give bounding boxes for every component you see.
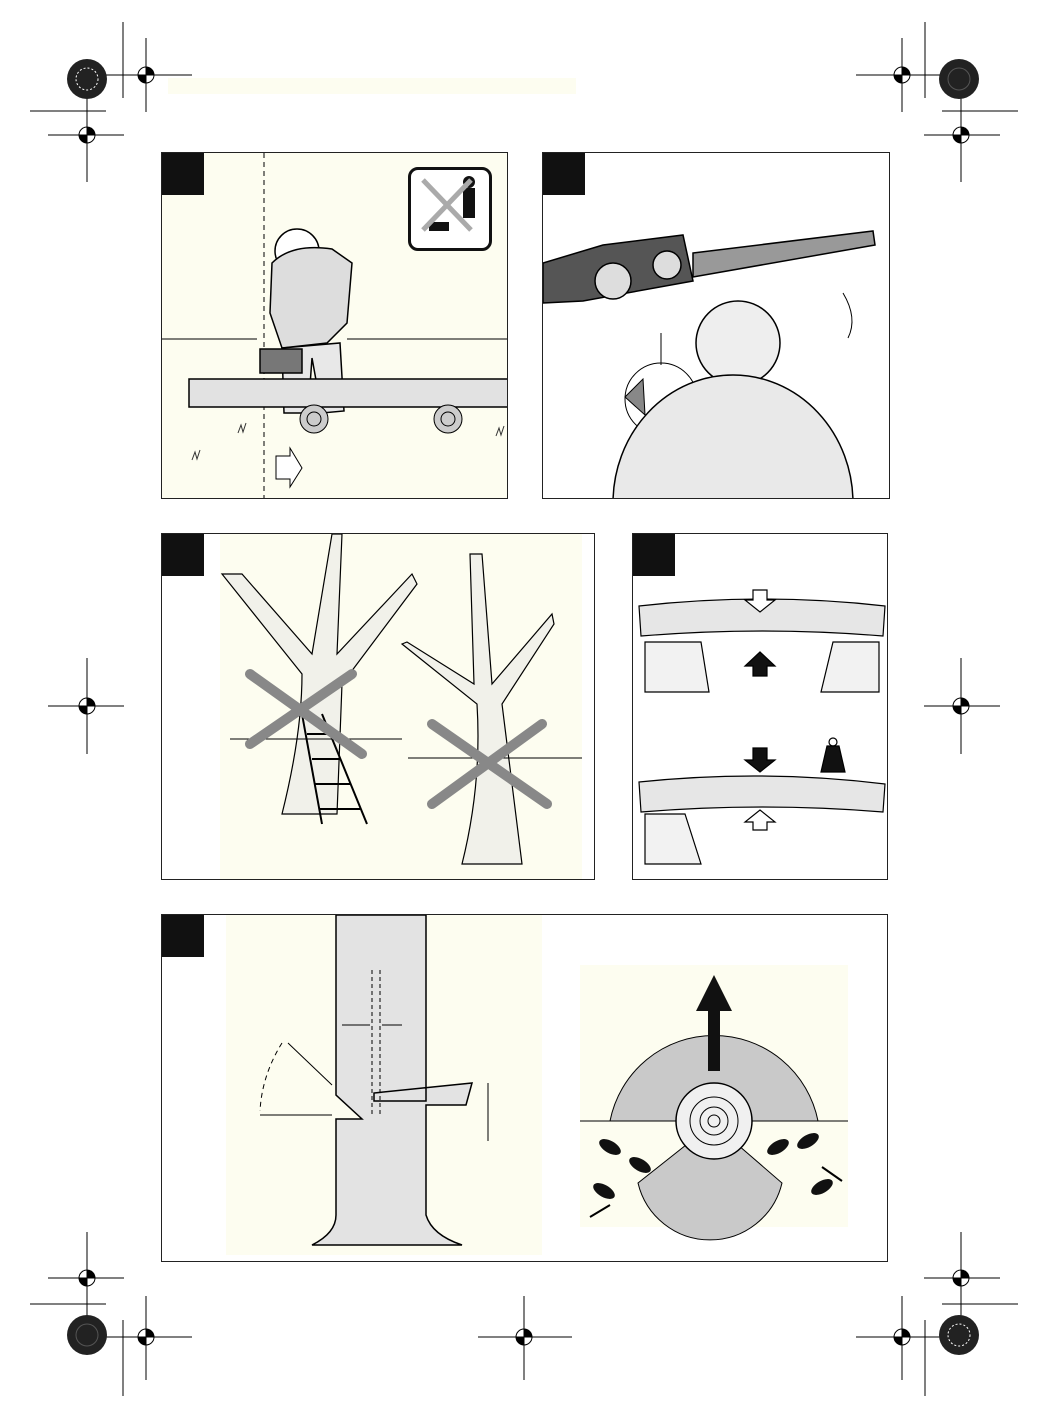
figure-e-tab xyxy=(162,915,204,957)
figure-a-tab xyxy=(162,153,204,195)
figure-a xyxy=(161,152,508,499)
figure-c xyxy=(161,533,595,880)
arrow-down-solid-icon xyxy=(745,748,775,772)
chainsaw-icon xyxy=(543,231,875,303)
figure-c-tab xyxy=(162,534,204,576)
no-bystanders-icon xyxy=(408,167,492,251)
direction-arrow-icon xyxy=(276,448,302,487)
figure-e xyxy=(161,914,888,1262)
log xyxy=(189,379,508,407)
forbidden-positions-illustration xyxy=(162,534,595,880)
kickback-illustration xyxy=(543,153,890,499)
weight-icon xyxy=(821,746,845,772)
arrow-up-outline-icon xyxy=(745,810,775,830)
felling-notch-illustration xyxy=(162,915,888,1262)
figure-b xyxy=(542,152,890,499)
arrow-up-solid-icon xyxy=(745,652,775,676)
figure-b-tab xyxy=(543,153,585,195)
figure-d-tab xyxy=(633,534,675,576)
log-support-illustration xyxy=(633,534,888,880)
figure-d xyxy=(632,533,888,880)
